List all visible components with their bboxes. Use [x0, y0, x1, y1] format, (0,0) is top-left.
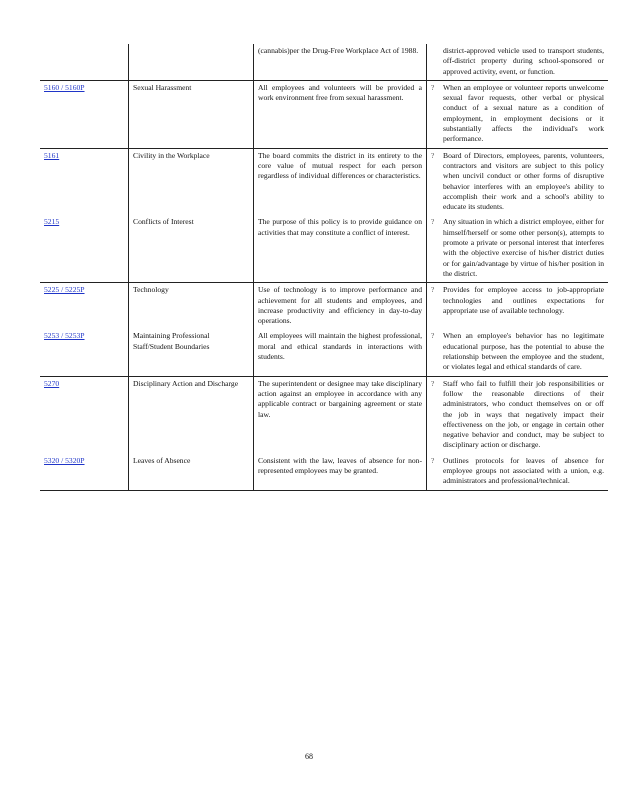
policy-key-points: Board of Directors, employees, parents, volunteers, contractors and visitors are subject to this policy when uncivil conduct or other forms of disruptive behavior interferes with an employee's ability to accomplish their work and a school's ability to educate its students.: [443, 150, 604, 212]
key-marker: ?: [431, 285, 435, 295]
policy-title: Sexual Harassment: [133, 82, 192, 92]
policy-number-link[interactable]: 5161: [44, 150, 60, 160]
policy-number-link[interactable]: 5270: [44, 378, 60, 388]
table-row: [40, 44, 608, 80]
policy-title: Leaves of Absence: [133, 455, 191, 465]
table-row: [40, 283, 608, 330]
policy-table: [40, 44, 608, 491]
policy-number-link[interactable]: 5320 / 5320P: [44, 455, 85, 465]
policy-key-points: When an employee or volunteer reports unwelcome sexual favor requests, other verbal or physical conduct of a sexual nature as a condition of employment, in employment decisions or it substantially affects the individual's work performance.: [443, 82, 604, 144]
policy-purpose-cell: [254, 44, 427, 80]
policy-key-points: district-approved vehicle used to transport students, off-district property during school-sponsored or approved activity, event, or function.: [443, 46, 604, 76]
key-marker: ?: [431, 378, 435, 388]
table-row: [40, 80, 608, 148]
policy-purpose: The superintendent or designee may take disciplinary action against an employee in accordance with any applicable contract or bargaining agreement or state law.: [258, 378, 422, 419]
policy-number-link[interactable]: 5225 / 5225P: [44, 285, 85, 295]
table-row: [40, 454, 608, 490]
policy-number-cell: [40, 44, 129, 80]
policy-purpose: The board commits the district in its entirety to the core value of mutual respect for each person regardless of individual differences or characteristics.: [258, 150, 422, 181]
key-marker: ?: [431, 331, 435, 341]
key-marker: ?: [431, 150, 435, 160]
key-marker: ?: [431, 455, 435, 465]
policy-key-points: Any situation in which a district employee, either for himself/herself or some other person(s), attempts to promote a private or personal interest that interferes with the objective exercise of his/her district duties or for gain/advantage by virtue of his/her position in the district.: [443, 217, 604, 278]
policy-title: Maintaining Professional Staff/Student Boundaries: [133, 331, 210, 351]
policy-key-points: Staff who fail to fulfill their job responsibilities or follow the reasonable directions of their administrators, who conduct themselves on or off the job in ways that negatively impact their effectiveness on the job, or engage in certain other negative behavior and conduct, may be subject to disciplinary action or discharge.: [443, 378, 604, 450]
policy-purpose: Consistent with the law, leaves of absence for non-represented employees may be granted.: [258, 455, 422, 475]
policy-number-link[interactable]: 5215: [44, 217, 60, 227]
table-row: [40, 329, 608, 376]
policy-purpose: (cannabis)per the Drug-Free Workplace Act of 1988.: [258, 46, 419, 55]
policy-title: Disciplinary Action and Discharge: [133, 378, 239, 388]
table-row: [40, 376, 608, 454]
policy-key-points: Outlines protocols for leaves of absence for employee groups not associated with a union, e.g. administrators and professional/technical.: [443, 455, 604, 486]
policy-title: Conflicts of Interest: [133, 217, 194, 227]
policy-purpose: Use of technology is to improve performance and achievement for all students and employees, and increase productivity and efficiency in day-to-day operations.: [258, 285, 422, 326]
key-marker: ?: [431, 217, 435, 227]
policy-number-link[interactable]: 5253 / 5253P: [44, 331, 85, 341]
policy-purpose: All employees and volunteers will be provided a work environment free from sexual harassment.: [258, 82, 422, 103]
policy-title: Technology: [133, 285, 169, 295]
policy-number-link[interactable]: 5160 / 5160P: [44, 82, 85, 92]
policy-key-points: When an employee's behavior has no legitimate educational purpose, has the potential to abuse the relationship between the employee and the student, or violates legal and ethical standards of care.: [443, 331, 604, 372]
policy-key-points: Provides for employee access to job-appropriate technologies and outlines expectations for appropriate use of available technology.: [443, 285, 604, 315]
table-row: [40, 148, 608, 215]
key-marker: ?: [431, 82, 435, 92]
policy-purpose: The purpose of this policy is to provide guidance on activities that may constitute a conflict of interest.: [258, 217, 422, 237]
table-row: [40, 215, 608, 282]
policy-purpose: All employees will maintain the highest professional, moral and ethical standards in interactions with students.: [258, 331, 422, 362]
policy-title: Civility in the Workplace: [133, 150, 210, 160]
page-number: 68: [305, 752, 313, 761]
policy-key-cell: [427, 44, 609, 80]
policy-title-cell: [129, 44, 254, 80]
